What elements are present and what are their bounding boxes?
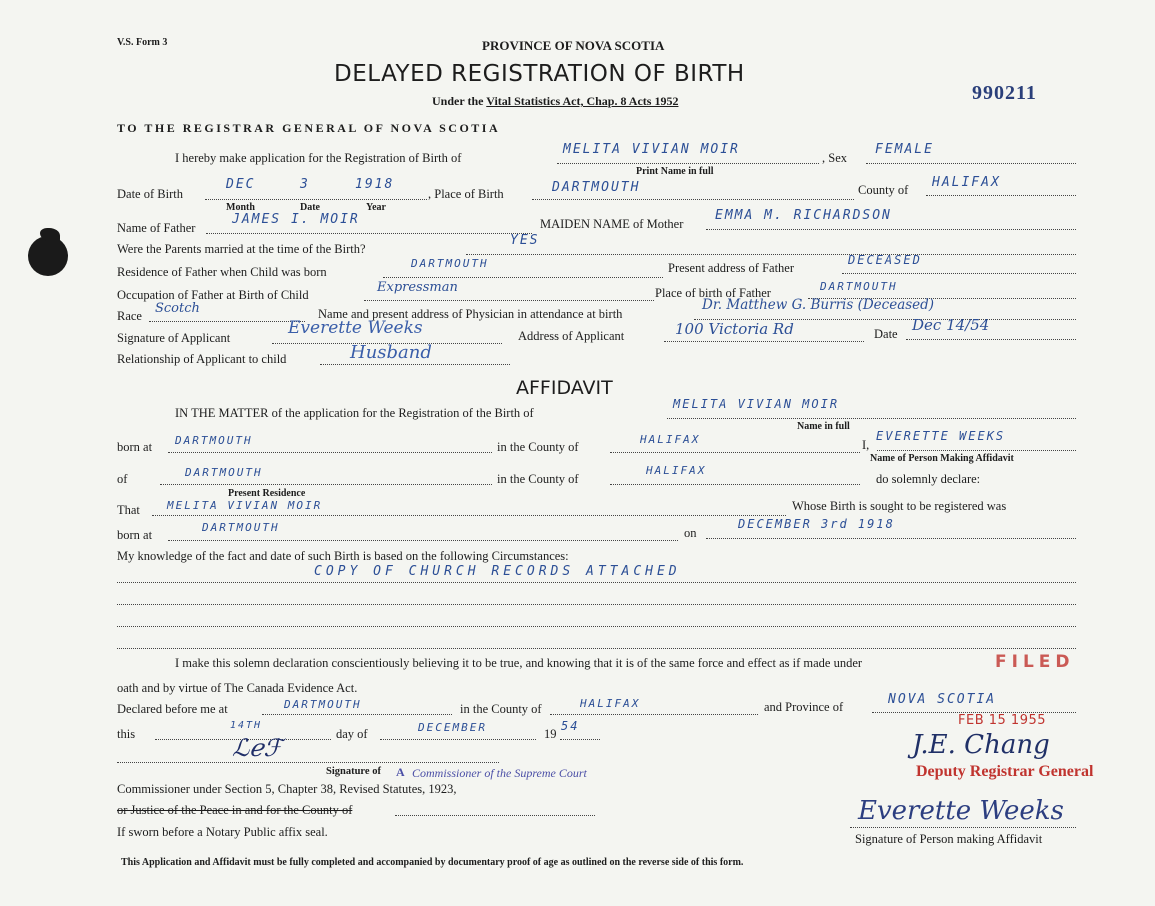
father-line xyxy=(206,233,532,234)
sig-of-label: Signature of xyxy=(326,766,381,777)
deputy-registrar-stamp: Deputy Registrar General xyxy=(916,763,1094,780)
aff-residence-value: DARTMOUTH xyxy=(185,466,263,479)
county-line xyxy=(926,195,1076,196)
that-line xyxy=(152,515,786,516)
father-value: JAMES I. MOIR xyxy=(232,212,360,227)
born-at2-value: DARTMOUTH xyxy=(202,521,280,534)
commissioner-stamp: Commissioner of the Supreme Court xyxy=(412,766,587,780)
year-value: 54 xyxy=(561,719,580,733)
aff-person-value: EVERETTE WEEKS xyxy=(876,429,1006,443)
sex-value: FEMALE xyxy=(875,142,934,157)
declared-county-line xyxy=(550,714,758,715)
applicant-signature: Everette Weeks xyxy=(288,318,423,338)
apply-label: I hereby make application for the Registration of Birth of xyxy=(175,151,462,165)
birth-date-value: DECEMBER 3rd 1918 xyxy=(738,517,895,531)
aff-county-value: HALIFAX xyxy=(640,433,701,446)
sig-applicant-label: Signature of Applicant xyxy=(117,331,231,345)
born-at-label: born at xyxy=(117,440,153,454)
born-at2-line xyxy=(168,540,678,541)
race-value: Scotch xyxy=(155,301,200,316)
race-label: Race xyxy=(117,309,142,323)
county-value: HALIFAX xyxy=(932,175,1001,190)
residence-line xyxy=(383,277,663,278)
county-aff-line xyxy=(610,452,860,453)
dob-year-value: 1918 xyxy=(355,177,395,192)
circumstances-line-2 xyxy=(117,604,1076,605)
circumstances-line-1 xyxy=(117,582,1076,583)
addr-applicant-line xyxy=(664,341,864,342)
registrar-signature: J.E. Chang xyxy=(912,730,1050,760)
name-in-full-note: Name in full xyxy=(797,421,850,432)
occupation-label: Occupation of Father at Birth of Child xyxy=(117,288,309,302)
circumstances-line-3 xyxy=(117,626,1076,627)
married-value: YES xyxy=(510,233,540,248)
punch-hole xyxy=(28,236,68,276)
present-addr-value: DECEASED xyxy=(848,253,922,267)
declared-county-value: HALIFAX xyxy=(580,697,641,710)
filed-stamp: FILED xyxy=(995,652,1075,672)
date-label: Date xyxy=(874,327,898,341)
year-prefix: 19 xyxy=(544,727,557,741)
present-addr-label: Present address of Father xyxy=(668,261,795,275)
physician-label: Name and present address of Physician in attendance at birth xyxy=(318,307,623,321)
race-line xyxy=(149,321,305,322)
month-value: DECEMBER xyxy=(418,721,487,734)
occupation-line xyxy=(364,300,654,301)
print-name-note: Print Name in full xyxy=(636,166,714,177)
applicant-date-line xyxy=(906,339,1076,340)
child-name-value: MELITA VIVIAN MOIR xyxy=(563,142,740,157)
circumstances-line-4 xyxy=(117,648,1076,649)
affidavit-heading: AFFIDAVIT xyxy=(516,377,613,399)
aff-name-value: MELITA VIVIAN MOIR xyxy=(673,397,840,411)
subtitle xyxy=(432,94,678,109)
in-county-label-3: in the County of xyxy=(460,702,542,716)
deponent-signature: Everette Weeks xyxy=(858,796,1064,826)
province-of-label: and Province of xyxy=(764,700,844,714)
addr-applicant-label: Address of Applicant xyxy=(518,329,625,343)
solemn-declaration-1: I make this solemn declaration conscientiously believing it to be true, and knowing that it is of the same force and effect as if made under xyxy=(175,656,863,670)
footer-note: This Application and Affidavit must be fully completed and accompanied by documentary proof of age as outlined on the reverse side of this form. xyxy=(121,857,744,868)
present-residence-note: Present Residence xyxy=(228,488,306,499)
date-note: Date xyxy=(300,202,320,213)
place-birth-label: , Place of Birth xyxy=(428,187,504,201)
sex-label: , Sex xyxy=(822,151,847,165)
registration-number: 990211 xyxy=(972,82,1037,104)
deponent-sig-line xyxy=(850,827,1076,828)
justice-line xyxy=(395,815,595,816)
month-note: Month xyxy=(226,202,255,213)
year-note: Year xyxy=(366,202,386,213)
year-line xyxy=(560,739,600,740)
to-registrar: TO THE REGISTRAR GENERAL OF NOVA SCOTIA xyxy=(117,121,501,135)
whose-birth-label: Whose Birth is sought to be registered was xyxy=(792,499,1007,513)
born-at-value: DARTMOUTH xyxy=(175,434,253,447)
sex-line xyxy=(866,163,1076,164)
dob-label: Date of Birth xyxy=(117,187,183,201)
declared-label: Declared before me at xyxy=(117,702,228,716)
province-heading: PROVINCE OF NOVA SCOTIA xyxy=(482,38,665,53)
res-county-line xyxy=(610,484,860,485)
present-addr-line xyxy=(842,273,1076,274)
dob-date-value: 3 xyxy=(300,177,310,192)
county-label: County of xyxy=(858,183,909,197)
birth-date-line xyxy=(706,538,1076,539)
born-at-line xyxy=(168,452,492,453)
married-line xyxy=(466,254,1076,255)
applicant-date-value: Dec 14/54 xyxy=(912,316,990,334)
knowledge-label: My knowledge of the fact and date of such Birth is based on the following Circumstances: xyxy=(117,549,569,563)
page-title: DELAYED REGISTRATION OF BIRTH xyxy=(334,61,745,87)
birthplace-father-label: Place of birth of Father xyxy=(655,286,771,300)
solemnly-label: do solemnly declare: xyxy=(876,472,981,486)
dob-month-value: DEC xyxy=(226,177,256,192)
residence-father-label: Residence of Father when Child was born xyxy=(117,265,327,279)
mother-value: EMMA M. RICHARDSON xyxy=(715,208,892,223)
day-of-label: day of xyxy=(336,727,368,741)
commissioner-sig-line xyxy=(117,762,499,763)
filed-date-stamp: FEB 15 1955 xyxy=(958,713,1047,728)
physician-value: Dr. Matthew G. Burris (Deceased) xyxy=(702,297,935,313)
residence-aff-line xyxy=(160,484,492,485)
of-label: of xyxy=(117,472,128,486)
commissioner-label: Commissioner under Section 5, Chapter 38, Revised Statutes, 1923, xyxy=(117,782,457,796)
that-label: That xyxy=(117,503,140,517)
place-line xyxy=(532,199,854,200)
occupation-value: Expressman xyxy=(377,280,458,295)
aff-name-line xyxy=(667,418,1076,419)
mother-line xyxy=(706,229,1076,230)
place-value: DARTMOUTH xyxy=(552,180,641,195)
in-county-label-2: in the County of xyxy=(497,472,579,486)
relationship-label: Relationship of Applicant to child xyxy=(117,352,287,366)
i-label: I, xyxy=(862,438,870,452)
this-label: this xyxy=(117,727,136,741)
that-name-value: MELITA VIVIAN MOIR xyxy=(167,499,323,512)
subtitle-pre: Under the xyxy=(432,94,484,108)
day-value: 14TH xyxy=(230,720,263,731)
subtitle-act: Vital Statistics Act, Chap. 8 Acts 1952 xyxy=(486,94,679,108)
aff-res-county-value: HALIFAX xyxy=(646,464,707,477)
residence-value: DARTMOUTH xyxy=(411,257,489,270)
declared-at-value: DARTMOUTH xyxy=(284,698,362,711)
in-county-label: in the County of xyxy=(497,440,579,454)
sig-person-label: Signature of Person making Affidavit xyxy=(855,832,1043,846)
notary-label: If sworn before a Notary Public affix seal. xyxy=(117,825,328,839)
born-at-label-2: born at xyxy=(117,528,153,542)
a-letter: A xyxy=(396,765,405,779)
birthplace-value: DARTMOUTH xyxy=(820,280,898,293)
applicant-address-value: 100 Victoria Rd xyxy=(675,320,794,338)
circumstances-value: COPY OF CHURCH RECORDS ATTACHED xyxy=(314,564,681,579)
form-number: V.S. Form 3 xyxy=(117,37,168,48)
declared-province-value: NOVA SCOTIA xyxy=(888,692,997,707)
relationship-value: Husband xyxy=(350,342,432,363)
father-label: Name of Father xyxy=(117,221,196,235)
commissioner-signature: ℒℯℱ xyxy=(232,734,283,762)
in-matter-label: IN THE MATTER of the application for the Registration of the Birth of xyxy=(175,406,534,420)
on-label: on xyxy=(684,526,697,540)
relationship-line xyxy=(320,364,510,365)
justice-label: or Justice of the Peace in and for the County of xyxy=(117,803,353,817)
married-label: Were the Parents married at the time of the Birth? xyxy=(117,242,366,256)
declared-at-line xyxy=(262,714,452,715)
month-line xyxy=(380,739,536,740)
maiden-mother-label: MAIDEN NAME of Mother xyxy=(540,217,684,231)
name-person-note: Name of Person Making Affidavit xyxy=(870,453,1014,464)
solemn-declaration-2: oath and by virtue of The Canada Evidence Act. xyxy=(117,681,358,695)
